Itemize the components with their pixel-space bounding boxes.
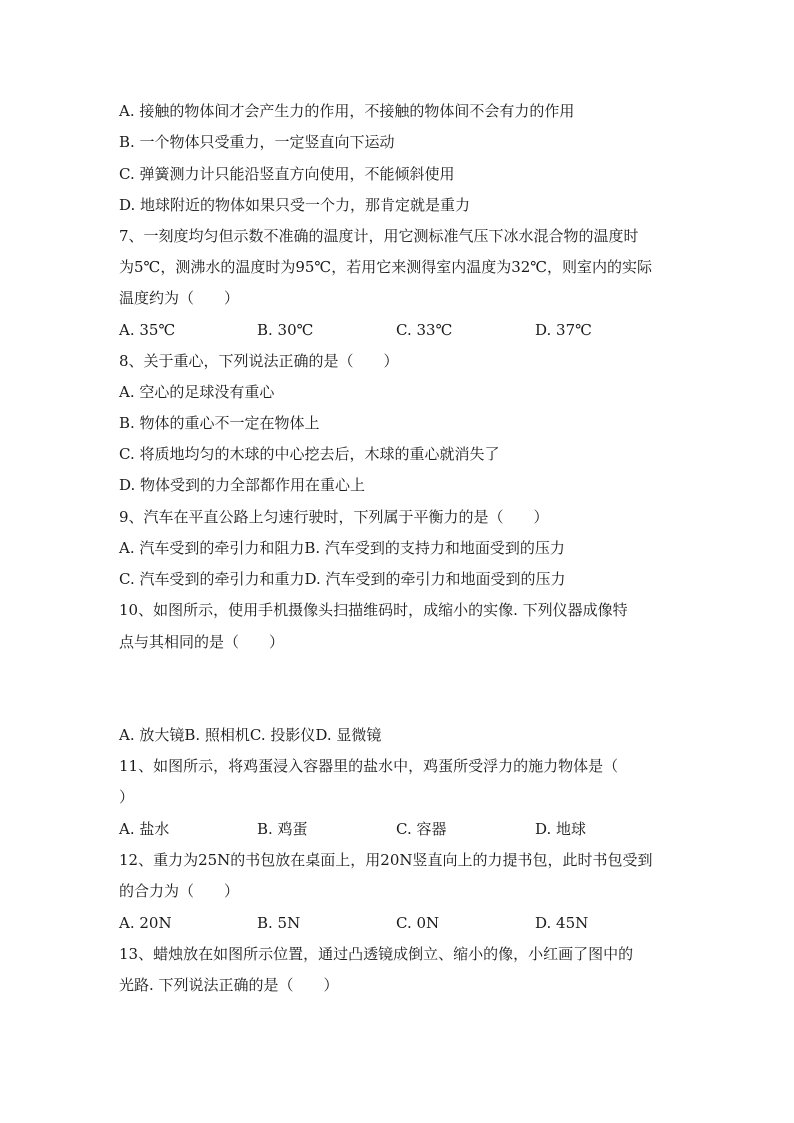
q12-stem-line1: 12、重力为25N的书包放在桌面上，用20N竖直向上的力提书包，此时书包受到 bbox=[119, 851, 653, 869]
q12-stem-line2: 的合力为（ ） bbox=[119, 882, 240, 900]
q12-option-a: A. 20N bbox=[119, 914, 172, 932]
q9-stem: 9、汽车在平直公路上匀速行驶时，下列属于平衡力的是（ ） bbox=[119, 508, 549, 526]
q8-option-a: A. 空心的足球没有重心 bbox=[119, 383, 275, 401]
q8-stem: 8、关于重心，下列说法正确的是（ ） bbox=[119, 352, 399, 370]
q8-option-b: B. 物体的重心不一定在物体上 bbox=[119, 414, 320, 432]
q11-stem-line2: ） bbox=[119, 788, 135, 806]
q10-stem-line2: 点与其相同的是（ ） bbox=[119, 633, 285, 651]
q9-options-ab: A. 汽车受到的牵引力和阻力B. 汽车受到的支持力和地面受到的压力 bbox=[119, 539, 565, 557]
q13-stem-line2: 光路. 下列说法正确的是（ ） bbox=[119, 976, 339, 994]
q10-stem-line1: 10、如图所示，使用手机摄像头扫描维码时，成缩小的实像. 下列仪器成像特 bbox=[119, 601, 628, 619]
q8-option-d: D. 物体受到的力全部都作用在重心上 bbox=[119, 476, 366, 494]
q8-option-c: C. 将质地均匀的木球的中心挖去后，木球的重心就消失了 bbox=[119, 445, 500, 463]
q7-stem-line2: 为5℃，测沸水的温度时为95℃，若用它来测得室内温度为32℃，则室内的实际 bbox=[119, 258, 653, 276]
q12-option-c: C. 0N bbox=[396, 914, 440, 932]
q13-stem-line1: 13、蜡烛放在如图所示位置，通过凸透镜成倒立、缩小的像，小红画了图中的 bbox=[119, 945, 634, 963]
q7-stem-line1: 7、一刻度均匀但示数不准确的温度计，用它测标准气压下冰水混合物的温度时 bbox=[119, 227, 639, 245]
q11-option-b: B. 鸡蛋 bbox=[257, 820, 308, 838]
q6-option-d: D. 地球附近的物体如果只受一个力，那肯定就是重力 bbox=[119, 196, 471, 214]
q11-stem-line1: 11、如图所示，将鸡蛋浸入容器里的盐水中，鸡蛋所受浮力的施力物体是（ bbox=[119, 757, 619, 775]
q12-option-d: D. 45N bbox=[535, 914, 589, 932]
q7-option-b: B. 30℃ bbox=[257, 321, 314, 339]
q12-option-b: B. 5N bbox=[257, 914, 301, 932]
q11-option-d: D. 地球 bbox=[535, 820, 587, 838]
q11-option-a: A. 盐水 bbox=[119, 820, 170, 838]
q7-option-d: D. 37℃ bbox=[535, 321, 592, 339]
q7-option-a: A. 35℃ bbox=[119, 321, 176, 339]
q6-option-b: B. 一个物体只受重力，一定竖直向下运动 bbox=[119, 133, 395, 151]
q7-option-c: C. 33℃ bbox=[396, 321, 453, 339]
q11-option-c: C. 容器 bbox=[396, 820, 447, 838]
q9-options-cd: C. 汽车受到的牵引力和重力D. 汽车受到的牵引力和地面受到的压力 bbox=[119, 570, 566, 588]
q10-options: A. 放大镜B. 照相机C. 投影仪D. 显微镜 bbox=[119, 726, 382, 744]
q6-option-a: A. 接触的物体间才会产生力的作用，不接触的物体间不会有力的作用 bbox=[119, 102, 575, 120]
q6-option-c: C. 弹簧测力计只能沿竖直方向使用，不能倾斜使用 bbox=[119, 165, 455, 183]
q7-stem-line3: 温度约为（ ） bbox=[119, 289, 240, 307]
